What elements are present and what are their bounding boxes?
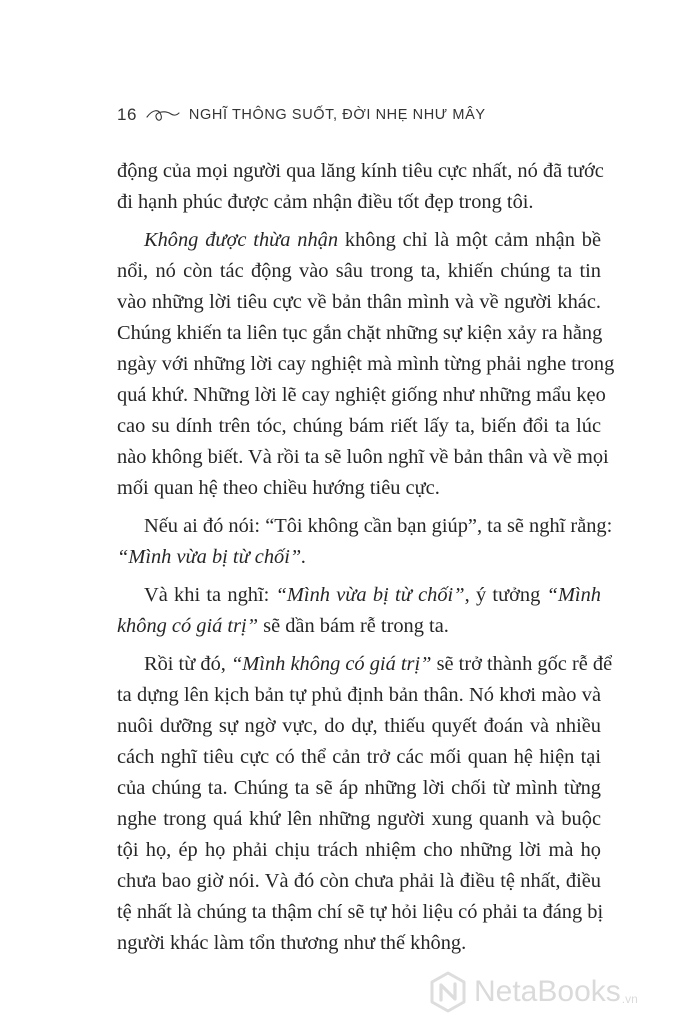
text-run: quá khứ. Những lời lẽ cay nghiệt giống như những mẩu kẹo	[117, 384, 606, 406]
text-line	[117, 866, 601, 897]
text-line	[117, 511, 613, 542]
text-line	[117, 649, 613, 680]
netabooks-logo-icon	[426, 970, 470, 1014]
italic-run: “Mình vừa bị từ chối”.	[117, 546, 307, 568]
text-run: người khác làm tổn thương như thế không.	[117, 932, 467, 954]
text-line	[117, 411, 601, 442]
italic-run: “Mình vừa bị từ chối”	[275, 584, 465, 606]
text-run: chưa bao giờ nói. Và đó còn chưa phải là điều tệ nhất, điều	[117, 870, 601, 892]
text-run: nào không biết. Và rồi ta sẽ luôn nghĩ về bản thân và về mọi	[117, 446, 609, 468]
text-line	[117, 804, 601, 835]
text-run: Rồi từ đó,	[144, 653, 231, 675]
flourish-ornament-icon	[145, 105, 181, 125]
text-line	[117, 225, 601, 256]
text-run: ta dựng lên kịch bản tự phủ định bản thân. Nó khơi mào và	[117, 684, 601, 706]
text-run: tội họ, ép họ phải chịu trách nhiệm cho những lời mà họ	[117, 839, 601, 861]
running-title: NGHĨ THÔNG SUỐT, ĐỜI NHẸ NHƯ MÂY	[188, 107, 486, 123]
text-run: tệ nhất là chúng ta thậm chí sẽ tự hỏi liệu có phải ta đáng bị	[117, 901, 604, 923]
watermark-suffix: .vn	[621, 992, 638, 1006]
text-line	[117, 380, 606, 411]
text-line	[117, 611, 601, 642]
paragraph	[117, 649, 613, 959]
text-run: sẽ dần bám rễ trong ta.	[258, 615, 449, 637]
text-run: động của mọi người qua lăng kính tiêu cực nhất, nó đã tước	[117, 160, 604, 182]
paragraph	[117, 225, 615, 504]
text-run: mối quan hệ theo chiều hướng tiêu cực.	[117, 477, 440, 499]
text-run: đi hạnh phúc được cảm nhận điều tốt đẹp trong tôi.	[117, 191, 534, 213]
watermark-brand: NetaBooks	[474, 975, 621, 1008]
paragraph	[117, 156, 604, 218]
text-line	[117, 442, 609, 473]
paragraph	[117, 511, 613, 573]
text-run: , ý tưởng	[464, 584, 547, 606]
text-line	[117, 897, 604, 928]
text-line	[117, 256, 601, 287]
italic-run: “Mình không có giá trị”	[230, 653, 432, 675]
italic-run: Không được thừa nhận	[144, 229, 339, 251]
text-run: sẽ trở thành gốc rễ để	[431, 653, 613, 675]
text-line	[117, 349, 615, 380]
text-line	[117, 542, 601, 573]
text-run: của chúng ta. Chúng ta sẽ áp những lời chối từ mình từng	[117, 777, 601, 799]
text-run: cách nghĩ tiêu cực có thể cản trở các mối quan hệ hiện tại	[117, 746, 601, 768]
italic-run: không có giá trị”	[117, 615, 259, 637]
text-run: Và khi ta nghĩ:	[144, 584, 276, 606]
text-line	[117, 318, 601, 349]
text-line	[117, 187, 601, 218]
page-header	[117, 100, 486, 130]
text-line	[117, 928, 601, 959]
watermark	[426, 970, 638, 1014]
text-line	[117, 580, 601, 611]
text-line	[117, 742, 601, 773]
text-run: nghe trong quá khứ lên những người xung quanh và buộc	[117, 808, 601, 830]
body-text	[117, 156, 615, 959]
paragraph	[117, 580, 601, 642]
text-run: Chúng khiến ta liên tục gắn chặt những sự kiện xảy ra hằng	[117, 322, 603, 344]
text-line	[117, 156, 604, 187]
text-line	[117, 473, 601, 504]
text-line	[117, 711, 601, 742]
text-line	[117, 680, 601, 711]
text-line	[117, 835, 601, 866]
text-run: nổi, nó còn tác động vào sâu trong ta, khiến chúng ta tin	[117, 260, 601, 282]
italic-run: “Mình	[546, 584, 601, 606]
text-run: Nếu ai đó nói: “Tôi không cần bạn giúp”, ta sẽ nghĩ rằng:	[144, 515, 613, 537]
text-run: không chỉ là một cảm nhận bề	[338, 229, 601, 251]
page-number: 16	[117, 105, 137, 124]
text-line	[117, 287, 601, 318]
text-run: nuôi dưỡng sự ngờ vực, do dự, thiếu quyết đoán và nhiều	[117, 715, 601, 737]
text-run: ngày với những lời cay nghiệt mà mình từng phải nghe trong	[117, 353, 615, 375]
text-line	[117, 773, 601, 804]
text-run: vào những lời tiêu cực về bản thân mình và về người khác.	[117, 291, 601, 313]
text-run: cao su dính trên tóc, chúng bám riết lấy ta, biến đổi ta lúc	[117, 415, 601, 437]
